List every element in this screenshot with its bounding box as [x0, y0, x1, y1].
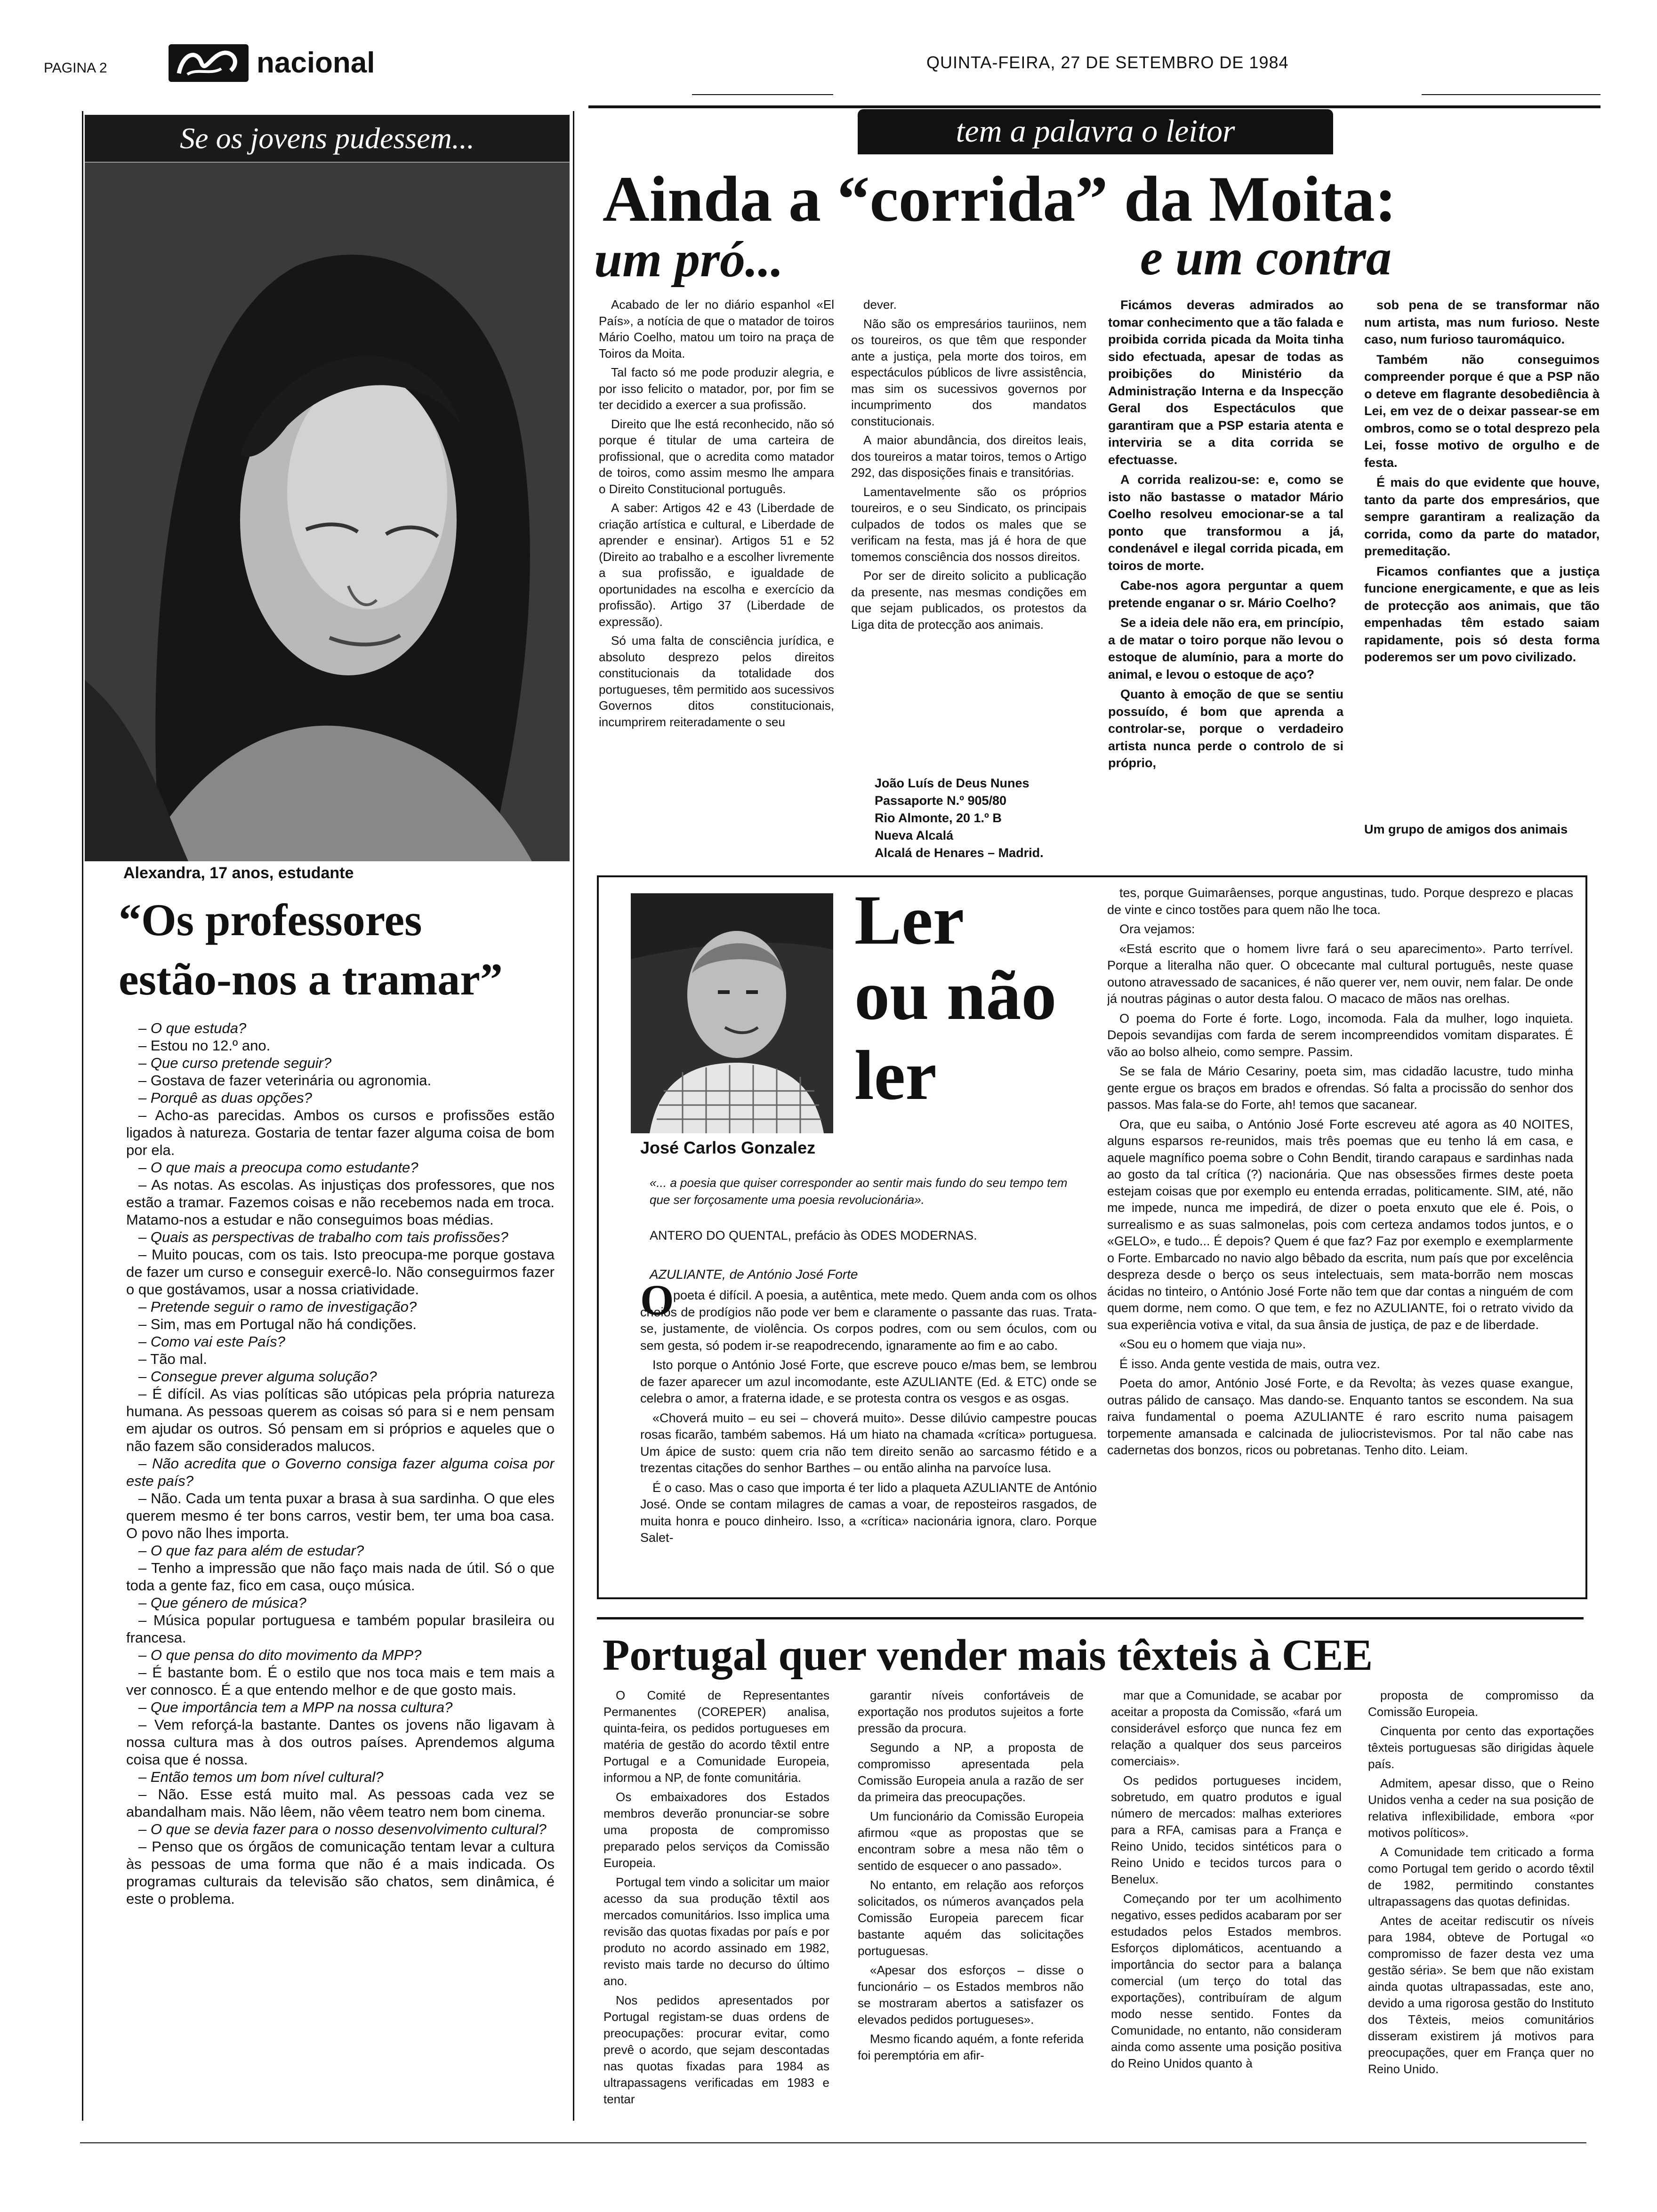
article-paragraph: O Comité de Representantes Permanentes (COREPER) analisa, quinta-feira, os pedidos portugueses em matéria de gestão do acordo têxtil entre Portugal e a Comunidade Europeia, informou a NP, de fonte comunitária.: [603, 1688, 829, 1785]
interview-question: – Pretende seguir o ramo de investigação?: [138, 1298, 417, 1315]
header-rule: [588, 105, 1601, 108]
signature-line: Rio Almonte, 20 1.º B: [875, 811, 1002, 825]
review-paragraph: O poema do Forte é forte. Logo, incomoda. Fala da mulher, logo inquieta. Depois sevandijas com farda de serem incompreendidos vomitam disparates. É vão ao bolso alheio, como sempre. Passim.: [1107, 1011, 1573, 1059]
interview-answer: – Não. Cada um tenta puxar a brasa à sua sardinha. O que eles querem mesmo é ter bons carros, vestir bem, ter uma boa casa. O povo não lhes importa.: [126, 1490, 555, 1541]
interview-answer: – Sim, mas em Portugal não há condições.: [138, 1316, 417, 1332]
interview-question: – O que se devia fazer para o nosso desenvolvimento cultural?: [138, 1821, 547, 1837]
header-rule-short: [692, 94, 833, 95]
article-paragraph: Os embaixadores dos Estados membros deverão pronunciar-se sobre uma proposta de compromisso preparado pelos serviços da Comissão Europeia.: [603, 1790, 829, 1870]
interview-question: – Quais as perspectivas de trabalho com tais profissões?: [138, 1229, 508, 1245]
letter-paragraph: Tal facto só me pode produzir alegria, e por isso felicito o matador, por, por fim se ter decidido a exercer a sua profissão.: [599, 365, 834, 412]
pro-column-2: [851, 297, 1086, 753]
footer-rule: [80, 2142, 1586, 2143]
review-paragraph: É o caso. Mas o caso que importa é ter lido a plaqueta AZULIANTE de António José. Onde se contam milagres de camas a voar, de reposteiros rasgados, de muita honra e pouco dinheiro. Isso, a «crítica» nacionária ignora, claro. Porque Salet-: [640, 1480, 1097, 1545]
leitor-sub-contra: e um contra: [1140, 230, 1392, 286]
letter-paragraph: A maior abundância, dos direitos leais, dos toureiros a matar toiros, temos o Artigo 292, das disposições finais e transitórias.: [851, 433, 1086, 480]
cee-column-4: [1368, 1687, 1594, 2134]
ler-body-left: [640, 1287, 1097, 1588]
signature-line: João Luís de Deus Nunes: [875, 776, 1030, 790]
contra-column-1: [1108, 297, 1343, 864]
article-paragraph: proposta de compromisso da Comissão Europeia.: [1368, 1688, 1594, 1719]
interview-question: – Como vai este País?: [138, 1333, 285, 1350]
cee-column-1: [603, 1687, 829, 2134]
letter-paragraph: Se a ideia dele não era, em princípio, a de matar o toiro porque não levou o estoque de alumínio, para a morte do animal, e levou o estoque de aço?: [1108, 616, 1343, 681]
interview-body: [126, 1019, 555, 2111]
ler-title-line3: ler: [854, 1036, 937, 1114]
letter-paragraph: Ficamos confiantes que a justiça funcione energicamente, e que as leis de protecção aos animais, que tão empenhadas têm estado saiam rapidamente, pois só desta forma poderemos ser um povo civilizado.: [1364, 564, 1600, 664]
letter-paragraph: A corrida realizou-se: e, como se isto não bastasse o matador Mário Coelho resolveu emocionar-se a tal ponto que transformou a já, condenável e ilegal corrida picada, em toiros de morte.: [1108, 473, 1343, 573]
review-paragraph: Isto porque o António José Forte, que escreve pouco e/mas bem, se lembrou de fazer aparecer um azul incomodante, este AZULIANTE (Ed. & ETC) onde se celebra o amor, a fraterna idade, e se protesta contra os vesgos e as osgas.: [640, 1358, 1097, 1405]
article-paragraph: Admitem, apesar disso, que o Reino Unidos venha a ceder na sua posição de relativa inflexibilidade, embora «por motivos políticos».: [1368, 1776, 1594, 1840]
review-paragraph: Se se fala de Mário Cesariny, poeta sim, mas cidadão lacustre, tudo minha gente ergue os braços em brados e ofrendas. Só falta a procissão do senhor dos passos. Mas fala-se do Forte, ah! temos que sacanear.: [1107, 1064, 1573, 1112]
interview-question: – Então temos um bom nível cultural?: [138, 1769, 384, 1785]
leitor-sub-pro: um pró...: [594, 232, 784, 288]
cee-rule: [597, 1617, 1584, 1619]
ler-reference-text: AZULIANTE, de António José Forte: [650, 1267, 858, 1282]
cee-headline: Portugal quer vender mais têxteis à CEE: [603, 1631, 1373, 1680]
ler-author: José Carlos Gonzalez: [640, 1138, 816, 1157]
letter-paragraph: Lamentavelmente são os próprios toureiros, e o seu Sindicato, os principais culpados de todos os males que se verificam na festa, mas já é hora de que tomemos consciência dos nossos direitos.: [851, 484, 1086, 564]
interview-question: – O que pensa do dito movimento da MPP?: [138, 1647, 422, 1663]
letter-paragraph: Só uma falta de consciência jurídica, e absoluto desprezo pelos direitos constitucionais da totalidade dos portugueses, têm permitido aos sucessivos Governos ditos constitucionais, incumprirem reiteradamente o seu: [599, 633, 834, 729]
article-paragraph: garantir níveis confortáveis de exportação nos produtos sujeitos a forte pressão da procura.: [858, 1688, 1084, 1735]
interview-answer: – Música popular portuguesa e também popular brasileira ou francesa.: [126, 1612, 555, 1646]
author-photo-jose-carlos-gonzalez: [631, 893, 833, 1133]
review-paragraph: Ora, que eu saiba, o António José Forte escreveu até agora as 40 NOITES, alguns esparsos re-reunidos, mais três poemas que eu tenho lá em casa, e aquele magnífico poema sobre o Cohn Bendit, tirando carapaus e sardinhas nada ao gosto da tal crítica (?) nacionária. Que nas obsessões firmes deste poeta estejam coisas que por exemplo eu entenda erradas, politicamente. SIM, até, não me impede, nunca me impedirá, de dizer o poeta enxuto que ele é. Pois, o surrealismo e as suas salmonelas, pois com certeza andamos todos juntos, e o «GELO», e tudo... É depois? Quem é que faz? Faz por exemplo e exemplarmente o Forte. Embarcado no navio algo bêbado da escrita, num país que por excelência despreza desde o berço os seus intelectuais, sem mata-borrão nem moscas ácidas no tinteiro, o António José Forte não tem que dar contas a ninguém de com quem dorme, nem como. O que tem, e fez no AZULIANTE, foi o retrato vivido da sua experiência votiva e vital, da sua ânsia de justiça, de paz e de liberdade.: [1107, 1117, 1573, 1332]
portrait-photo-alexandra: [85, 162, 570, 861]
letter-paragraph: Quanto à emoção de que se sentiu possuído, é bom que aprenda a controlar-se, porque o verdadeiro artista nunca perde o controlo de si próprio,: [1108, 687, 1343, 770]
article-paragraph: «Apesar dos esforços – disse o funcionário – os Estados membros não se mostraram abertos a satisfazer os elevados pedidos portugueses».: [858, 1963, 1084, 2027]
letter-paragraph: Ficámos deveras admirados ao tomar conhecimento que a tão falada e proibida corrida picada da Moita tinha sido efectuada, apesar de todas as proibições do Ministério da Administração Interna e da Inspecção Geral dos Espectáculos que garantiram que a PSP estaria atenta e interviria se a dita corrida se efectuasse.: [1108, 298, 1343, 467]
article-paragraph: Segundo a NP, a proposta de compromisso apresentada pela Comissão Europeia anula a razão de ser da primeira das preocupações.: [858, 1740, 1084, 1804]
article-paragraph: mar que a Comunidade, se acabar por aceitar a proposta da Comissão, «fará um considerável esforço que nunca fez em relação a qualquer dos seus parceiros comerciais».: [1111, 1688, 1342, 1768]
review-paragraph: «Sou eu o homem que viaja nu».: [1119, 1337, 1306, 1351]
page-number: PAGINA 2: [44, 60, 107, 76]
review-paragraph: «Choverá muito – eu sei – choverá muito». Desse dilúvio campestre poucas rosas ficarão, também sabemos. Há um hiato na chamada «crítica» portuguesa. Um ápice de susto: quem cria não tem direito senão ao sarcasmo fétido e a trezentas citações do senhor Barthes – ou então alinha na parvoíce lusa.: [640, 1411, 1097, 1475]
interview-question: – O que mais a preocupa como estudante?: [138, 1159, 418, 1176]
letter-paragraph: sob pena de se transformar não num artista, mas num furioso. Neste caso, num furioso tauromáquico.: [1364, 298, 1600, 346]
article-paragraph: Um funcionário da Comissão Europeia afirmou «que as propostas que se encontram sobre a mesa não têm o sentido de esquecer o ano passado».: [858, 1809, 1084, 1873]
article-paragraph: Começando por ter um acolhimento negativo, esses pedidos acabaram por ser estudados pelos Estados membros. Esforços diplomáticos, acentuando a importância do sector para a balança comercial (um terço do total das exportações), contribuíram de algum modo nesse sentido. Fontes da Comunidade, no entanto, não consideram ainda como assente uma posição positiva do Reino Unidos quanto à: [1111, 1891, 1342, 2070]
review-paragraph: tes, porque Guimarâenses, porque angustinas, tudo. Porque desprezo e placas de vinte e cinco tostões para quem não lhe toca.: [1107, 886, 1573, 917]
interview-answer: – Vem reforçá-la bastante. Dantes os jovens não ligavam à nossa cultura mas à dos outros países. Aprendemos alguma coisa que é nossa.: [126, 1716, 555, 1768]
article-paragraph: Portugal tem vindo a solicitar um maior acesso da sua produção têxtil aos mercados comunitários. Isso implica uma revisão das quotas fixadas por país e por produto no acordo assinado em 1982, revisto mais tarde no decurso do último ano.: [603, 1875, 829, 1988]
interview-answer: – É bastante bom. É o estilo que nos toca mais e tem mais a ver connosco. É a que entendo melhor e de que gosto mais.: [126, 1664, 555, 1698]
review-paragraph: Poeta do amor, António José Forte, e da Revolta; às vezes quase exangue, outras pálido de cansaço. Mas dando-se. Enquanto tantos se escondem. Na sua raiva fundamental o poema AZULIANTE é raro escrito numa paisagem torpemente amansada e calcinada de juliocristevismos. Por tal não cabe nas cadernetas dos bonzos, ricos ou pobretanas. Tenho dito. Leiam.: [1107, 1376, 1573, 1457]
pro-signature: [875, 775, 1086, 864]
interview-answer: – Estou no 12.º ano.: [138, 1037, 271, 1054]
article-paragraph: Antes de aceitar rediscutir os níveis para 1984, obteve de Portugal «o compromisso de fazer desta vez uma gestão séria». Se bem que não existam ainda quotas ultrapassadas, este ano, devido a uma rigorosa gestão do Instituto dos Têxteis, meios comunitários disseram existirem já motivos para preocupações, quer em França quer no Reino Unido.: [1368, 1914, 1594, 2076]
interview-answer: – Tenho a impressão que não faço mais nada de útil. Só o que toda a gente faz, fico em casa, ouço música.: [126, 1560, 555, 1594]
ler-title-line1: Ler: [854, 881, 965, 959]
contra-signature: Um grupo de amigos dos animais: [1364, 822, 1568, 836]
pro-column-1: [599, 297, 834, 864]
letter-paragraph: Direito que lhe está reconhecido, não só porque é titular de uma carteira de profissional, que o acredita como matador de toiros, como assim mesmo lhe ampara o Direito Constitucional português.: [599, 417, 834, 496]
issue-date: QUINTA-FEIRA, 27 DE SETEMBRO DE 1984: [926, 53, 1289, 72]
interview-question: – O que faz para além de estudar?: [138, 1542, 364, 1559]
newspaper-logo: [169, 44, 249, 82]
signature-line: Alcalá de Henares – Madrid.: [875, 846, 1044, 860]
interview-question: – Que importância tem a MPP na nossa cultura?: [138, 1699, 453, 1715]
interview-question: – O que estuda?: [138, 1020, 247, 1036]
letter-paragraph: Cabe-nos agora perguntar a quem pretende enganar o sr. Mário Coelho?: [1108, 578, 1343, 610]
review-paragraph: «Está escrito que o homem livre fará o seu aparecimento». Parto terrível. Porque a literalha não quer. O obcecante mal cultural português, neste quase outono atravessado de sacanices, é não querer ver, nem ouvir, nem falar. De onde já noutras páginas o autor desta falou. O macaco de mãos nas orelhas.: [1107, 941, 1573, 1006]
interview-qa-list: [126, 1019, 555, 1907]
ler-body-right: [1107, 885, 1573, 1591]
article-paragraph: Os pedidos portugueses incidem, sobretudo, em quatro produtos e igual número de mercados: malhas exteriores para a RFA, camisas para a França e Reino Unido, tecidos sintéticos para o Reino Unido e tecidos turcos para o Benelux.: [1111, 1773, 1342, 1886]
review-paragraph: É isso. Anda gente vestida de mais, outra vez.: [1119, 1356, 1380, 1371]
signature-line: Nueva Alcalá: [875, 828, 954, 842]
jovens-banner: Se os jovens pudessem...: [85, 115, 570, 162]
interview-answer: – Tão mal.: [138, 1351, 207, 1367]
photo-caption: Alexandra, 17 anos, estudante: [123, 864, 354, 882]
leitor-banner: tem a palavra o leitor: [858, 109, 1333, 154]
leitor-headline: Ainda a “corrida” da Moita:: [603, 163, 1397, 235]
interview-answer: – Penso que os órgãos de comunicação tentam levar a cultura às pessoas de uma forma que não é a mais indicada. Os programas culturais da televisão são chatos, sem dinâmica, é este o problema.: [126, 1838, 555, 1907]
interview-answer: – É difícil. As vias políticas são utópicas pela própria natureza humana. As pessoas querem as coisas só para si e nem pensam em ajudar os outros. Só pensam em si próprios e aqueles que o não fazem são considerados malucos.: [126, 1386, 555, 1454]
interview-answer: – Muito poucas, com os tais. Isto preocupa-me porque gostava de fazer um curso e conseguir exercê-lo. Não conseguirmos fazer o que gostávamos, usar a nossa criatividade.: [126, 1246, 555, 1298]
interview-question: – Consegue prever alguma solução?: [138, 1368, 377, 1385]
cee-column-3: [1111, 1687, 1342, 2134]
ler-reference: [650, 1267, 858, 1282]
ler-dropcap: O: [640, 1276, 674, 1324]
letter-paragraph: Também não conseguimos compreender porque é que a PSP não o deteve em flagrante desobediência à Lei, em vez de o deixar passear-se em ombros, como se o total desprezo pela Lei, fosse motivo de orgulho e de festa.: [1364, 352, 1600, 470]
article-paragraph: Nos pedidos apresentados por Portugal registam-se duas ordens de preocupações: procurar evitar, como prevê o acordo, que sejam descontadas nas quotas fixadas para 1984 as ultrapassagens verificadas em 1983 e tentar: [603, 1993, 829, 2106]
interview-answer: – Acho-as parecidas. Ambos os cursos e profissões estão ligados à natureza. Gostaria de tentar fazer alguma coisa de bom por ela.: [126, 1107, 555, 1158]
interview-answer: – Não. Esse está muito mal. As pessoas cada vez se abandalham mais. Não lêem, não vêem teatro nem bom cinema.: [126, 1786, 555, 1820]
article-paragraph: No entanto, em relação aos reforços solicitados, os números avançados pela Comissão Europeia parecem ficar bastante aquém das solicitações portuguesas.: [858, 1878, 1084, 1958]
interview-headline-line2: estão-nos a tramar”: [119, 954, 503, 1004]
letter-paragraph: É mais do que evidente que houve, tanto da parte dos empresários, que sempre garantiram a realização da corrida, como da parte do matador, premeditação.: [1364, 475, 1600, 558]
letter-paragraph: Não são os empresários tauriinos, nem os toureiros, os que têm que responder ante a justiça, pela morte dos toiros, em espectáculos públicos de livre assistência, mas sim os sucessivos governos por incumprimento dos mandatos constitucionais.: [851, 316, 1086, 428]
interview-headline-line1: “Os professores: [119, 895, 422, 945]
letter-paragraph: Acabado de ler no diário espanhol «El País», a notícia de que o matador de toiros Mário Coelho, matou um toiro na praça de Toiros da Moita.: [599, 297, 834, 361]
letter-paragraph: dever.: [863, 297, 897, 312]
interview-answer: – Gostava de fazer veterinária ou agronomia.: [138, 1072, 432, 1089]
signature-line: Passaporte N.º 905/80: [875, 793, 1007, 808]
interview-answer: – As notas. As escolas. As injustiças dos professores, que nos estão a tramar. Fazemos coisas e não recebemos nada em troca. Matamo-nos a estudar e não conseguimos boas médias.: [126, 1177, 555, 1228]
interview-question: – Que género de música?: [138, 1595, 306, 1611]
ler-epigraph-source: ANTERO DO QUENTAL, prefácio às ODES MODERNAS.: [650, 1228, 977, 1242]
interview-question: – Não acredita que o Governo consiga fazer alguma coisa por este país?: [126, 1455, 555, 1489]
interview-question: – Que curso pretende seguir?: [138, 1055, 332, 1071]
interview-question: – Porquê as duas opções?: [138, 1090, 312, 1106]
article-paragraph: Mesmo ficando aquém, a fonte referida foi peremptória em afir-: [858, 2032, 1084, 2062]
cee-column-2: [858, 1687, 1084, 2134]
review-paragraph: Ora vejamos:: [1119, 922, 1195, 936]
article-paragraph: Cinquenta por cento das exportações têxteis portuguesas são dirigidas àquele país.: [1368, 1724, 1594, 1771]
letter-paragraph: A saber: Artigos 42 e 43 (Liberdade de criação artística e cultural, e Liberdade de aprender e ensinar). Artigos 51 e 52 (Direito ao trabalho e a escolher livremente a sua profissão, e igualdade de oportunidades na escolha e exercício da profissão). Artigo 37 (Liberdade de expressão).: [599, 501, 834, 629]
ler-title-line2: ou não: [854, 956, 1057, 1034]
contra-column-2: [1364, 297, 1600, 800]
ler-epigraph: «... a poesia que quiser corresponder ao sentir mais fundo do seu tempo tem que ser forçosamente uma poesia revolucionária».: [650, 1176, 1068, 1207]
section-name: nacional: [257, 47, 375, 79]
review-paragraph: poeta é difícil. A poesia, a autêntica, mete medo. Quem anda com os olhos cheios de prodígios não pode ver bem e claramente o passante das ruas. Trata-se, justamente, de violência. Os corpos podres, com ou sem óculos, com ou sem gesta, só podem ir-se reapodrecendo, ignaramente ao fim e ao cabo.: [640, 1288, 1097, 1353]
header-rule-right: [1422, 94, 1601, 95]
letter-paragraph: Por ser de direito solicito a publicação da presente, nas mesmas condições em que sejam publicados, os protestos da Liga dita de protecção aos animais.: [851, 569, 1086, 632]
article-paragraph: A Comunidade tem criticado a forma como Portugal tem gerido o acordo têxtil de 1982, permitindo constantes ultrapassagens das quotas definidas.: [1368, 1845, 1594, 1908]
